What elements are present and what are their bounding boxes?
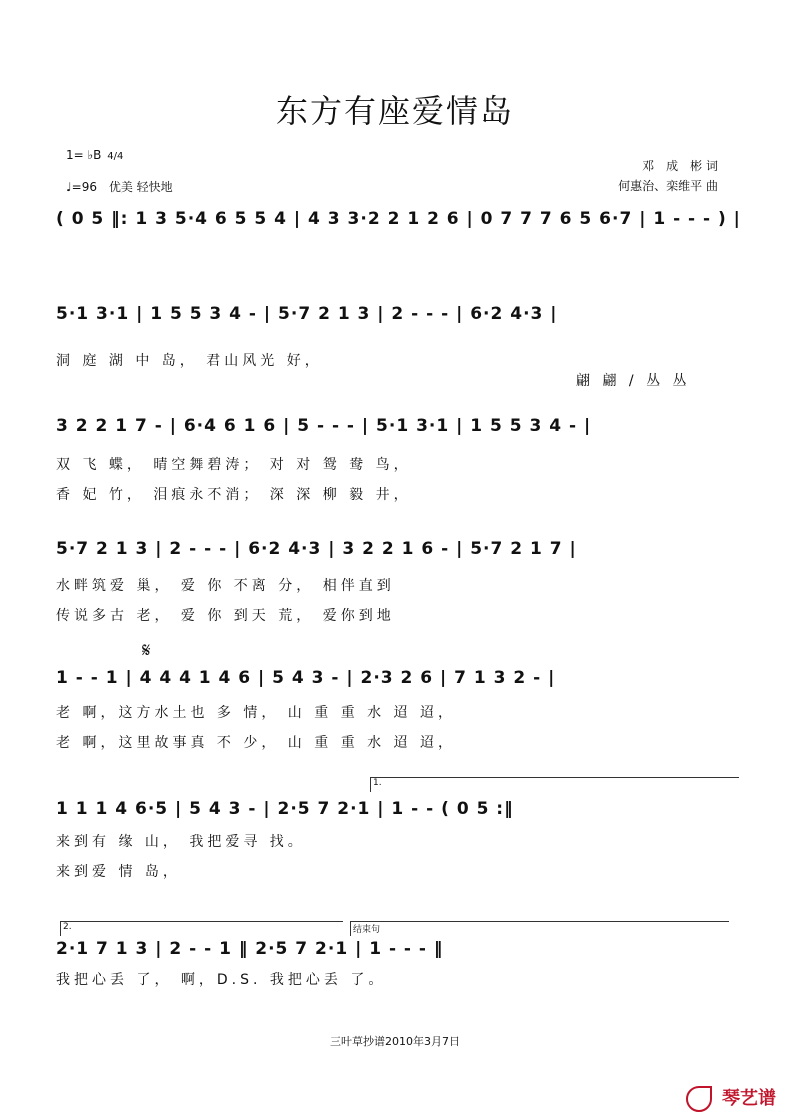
lyric-line-1: 洞 庭 湖 中 岛， 君山风光 好，	[56, 353, 323, 369]
expression-text: 优美 轻快地	[108, 180, 173, 194]
lyricist: 邓 成 彬 词	[642, 159, 718, 173]
notation-line: 5·1 3·1 | 1 5 5 3 4 - | 5·7 2 1 3 | 2 - - - | 6·2 4·3 |	[56, 304, 558, 324]
lyric-line-2: 翩 翩 / 丛 丛	[576, 373, 691, 389]
song-title: 东方有座爱情岛	[275, 92, 514, 130]
lyric-line-2: 香 妃 竹， 泪痕永不消； 深 深 柳 毅 井，	[56, 487, 412, 503]
lyric-line-1: 水畔筑爱 巢， 爱 你 不离 分， 相伴直到	[56, 578, 395, 594]
lyric-line-1: 老 啊，这方水土也 多 情， 山 重 重 水 迢 迢，	[56, 705, 457, 721]
volta-2: 2.	[60, 921, 343, 936]
notation-line: 3 2 2 1 7 - | 6·4 6 1 6 | 5 - - - | 5·1 3·1 | 1 5 5 3 4 - |	[56, 416, 592, 436]
notation-line: 1 - - 1 | 4 4 4 1 4 6 | 5 4 3 - | 2·3 2 6 | 7 1 3 2 - |	[56, 668, 556, 688]
notation-line: 1 1 1 4 6·5 | 5 4 3 - | 2·5 7 2·1 | 1 - - ( 0 5 :‖	[56, 799, 514, 819]
tempo-value: ♩=96	[66, 180, 97, 194]
segno-icon: 𝄋	[142, 638, 151, 662]
coda-label: 结束句	[350, 921, 729, 936]
lyric-line-1: 双 飞 蝶， 晴空舞碧涛； 对 对 鸳 鸯 鸟，	[56, 457, 412, 473]
tempo-marking	[66, 178, 173, 195]
notation-line: ( 0 5 ‖: 1 3 5·4 6 5 5 4 | 4 3 3·2 2 1 2 6 | 0 7 7 7 6 5 6·7 | 1 - - - ) |	[56, 209, 741, 229]
credits	[618, 156, 718, 196]
lyric-line-2: 来到爱 情 岛，	[56, 864, 181, 880]
key-signature	[66, 148, 123, 162]
time-signature: 4/4	[107, 151, 124, 162]
lyric-line-2: 老 啊，这里故事真 不 少， 山 重 重 水 迢 迢，	[56, 735, 457, 751]
transcriber-note: 三叶草抄谱2010年3月7日	[330, 1035, 460, 1048]
lyric-line-1: 来到有 缘 山， 我把爱寻 找。	[56, 834, 306, 850]
key-label: 1= ♭B	[66, 148, 102, 162]
logo-text: 琴艺谱	[722, 1088, 776, 1109]
composer: 何惠治、栾维平 曲	[618, 179, 718, 193]
logo-mark-icon	[686, 1086, 712, 1112]
notation-line: 5·7 2 1 3 | 2 - - - | 6·2 4·3 | 3 2 2 1 6 - | 5·7 2 1 7 |	[56, 539, 577, 559]
notation-line: 2·1 7 1 3 | 2 - - 1 ‖ 2·5 7 2·1 | 1 - - - ‖	[56, 939, 444, 959]
site-logo	[686, 1084, 776, 1112]
lyric-line-1: 我把心丢 了， 啊，D.S. 我把心丢 了。	[56, 972, 387, 988]
lyric-line-2: 传说多古 老， 爱 你 到天 荒， 爱你到地	[56, 608, 395, 624]
volta-1: 1.	[370, 777, 739, 792]
